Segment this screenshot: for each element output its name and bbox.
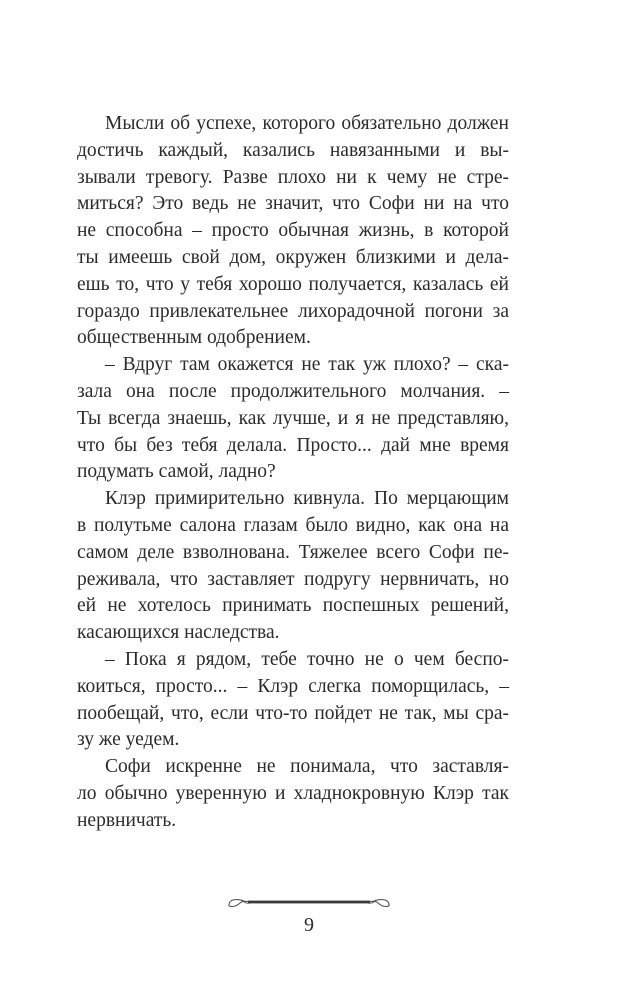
- text-line: – Пока я рядом, тебе точно не о чем беспо-: [105, 648, 509, 670]
- text-line: не способна – просто обычная жизнь, в которой: [77, 220, 509, 242]
- paragraph: [77, 647, 509, 754]
- text-line: гораздо привлекательнее лихорадочной погони за: [77, 300, 509, 322]
- page-number: 9: [304, 914, 314, 936]
- body-text: [77, 111, 509, 835]
- text-line: зу же уедем.: [77, 729, 180, 751]
- text-line: что бы без тебя делала. Просто... дай мне время: [77, 434, 509, 456]
- text-line: Клэр примирительно кивнула. По мерцающим: [105, 488, 509, 510]
- text-line: коиться, просто... – Клэр слегка поморщилась, –: [77, 675, 509, 697]
- text-line: достичь каждый, казались навязанными и вы-: [77, 139, 509, 161]
- paragraph: [77, 754, 509, 834]
- text-line: Софи искренне не понимала, что заставля-: [105, 756, 509, 778]
- text-line: миться? Это ведь не значит, что Софи ни на что: [77, 193, 509, 215]
- text-line: нервничать.: [77, 809, 177, 831]
- text-line: Ты всегда знаешь, как лучше, и я не представляю,: [77, 407, 509, 429]
- page-footer: [0, 896, 618, 936]
- text-line: самом деле взволнована. Тяжелее всего Софи пе-: [77, 541, 509, 563]
- paragraph: [77, 352, 509, 486]
- text-line: пообещай, что, если что-то пойдет не так, мы сра-: [77, 702, 509, 724]
- text-line: зывали тревогу. Разве плохо ни к чему не стре-: [77, 166, 509, 188]
- paragraph: [77, 486, 509, 647]
- text-line: Мысли об успехе, которого обязательно должен: [105, 113, 509, 134]
- text-line: – Вдруг там окажется не так уж плохо? – ска-: [105, 354, 509, 376]
- text-line: касающихся наследства.: [77, 622, 280, 644]
- text-line: ешь то, что у тебя хорошо получается, казалась ей: [77, 273, 509, 295]
- paragraph: [77, 111, 509, 352]
- text-line: ей не хотелось принимать поспешных решений,: [77, 595, 509, 617]
- text-line: ты имеешь свой дом, окружен близкими и дела-: [77, 246, 509, 268]
- text-line: в полутьме салона глазам было видно, как она на: [77, 514, 509, 536]
- text-line: ло обычно уверенную и хладнокровную Клэр так: [77, 782, 509, 804]
- text-line: реживала, что заставляет подругу нервничать, но: [77, 568, 509, 590]
- text-line: подумать самой, ладно?: [77, 461, 276, 483]
- flourish-rule-icon: [224, 896, 394, 912]
- text-line: зала она после продолжительного молчания. –: [77, 380, 509, 402]
- text-line: общественным одобрением.: [77, 327, 311, 349]
